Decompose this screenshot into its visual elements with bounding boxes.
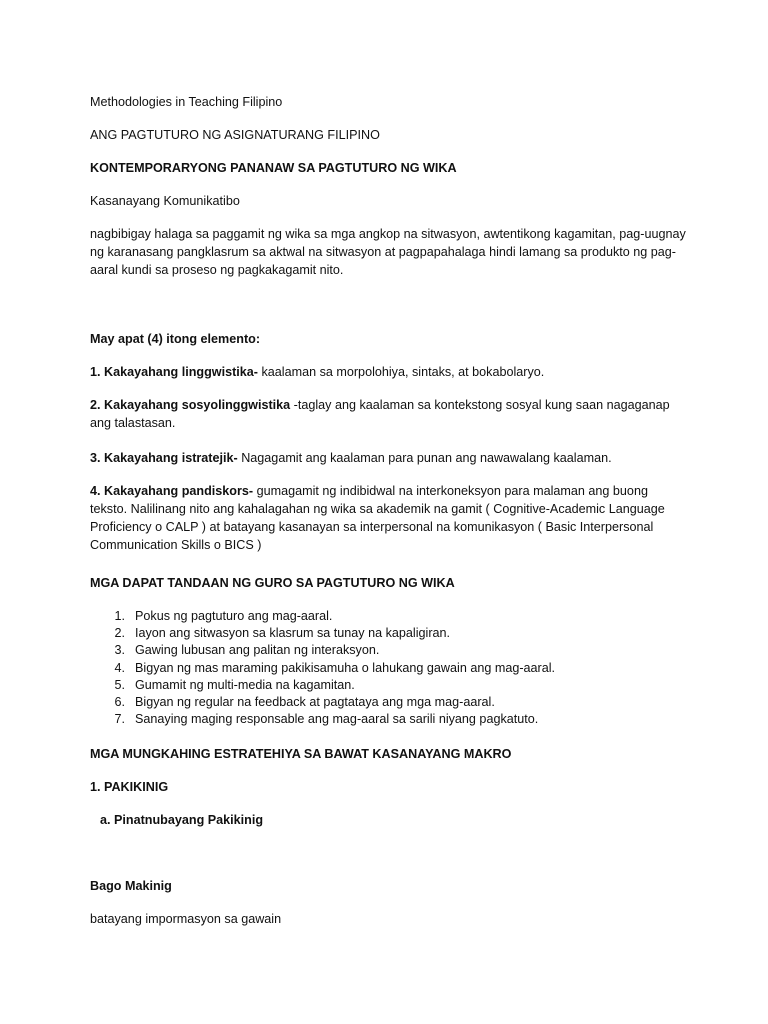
course-title: Methodologies in Teaching Filipino: [90, 95, 283, 109]
list-item-text: Bigyan ng mas maraming pakikisamuha o lahukang gawain ang mag-aaral.: [135, 660, 556, 675]
list-item: [90, 711, 690, 728]
reminders-list: [90, 608, 690, 728]
subheading-before-listening: Bago Makinig: [90, 879, 172, 893]
list-item-number: 6.: [114, 695, 125, 710]
elements-heading: May apat (4) itong elemento:: [90, 332, 261, 346]
body-line-basic-info: batayang impormasyon sa gawain: [90, 912, 282, 926]
list-item-number: 3.: [114, 643, 125, 658]
list-item-number: 7.: [114, 712, 125, 727]
element-text-3: Nagagamit ang kaalaman para punan ang nawawalang kaalaman.: [237, 451, 612, 465]
subject-title: ANG PAGTUTURO NG ASIGNATURANG FILIPINO: [90, 128, 380, 142]
list-item-text: Bigyan ng regular na feedback at pagtataya ang mga mag-aaral.: [135, 695, 495, 710]
list-item-number: 2.: [114, 626, 125, 641]
element-label-1: 1. Kakayahang linggwistika-: [90, 365, 258, 379]
element-item-1: [90, 363, 690, 381]
subheading-guided-listening: a. Pinatnubayang Pakikinig: [100, 813, 264, 827]
list-item-text: Iayon ang sitwasyon sa klasrum sa tunay na kapaligiran.: [135, 626, 451, 641]
element-label-2: 2. Kakayahang sosyolinggwistika: [90, 398, 291, 412]
element-label-3: 3. Kakayahang istratejik-: [90, 451, 238, 465]
list-item: [90, 642, 690, 659]
list-item-text: Pokus ng pagtuturo ang mag-aaral.: [135, 609, 333, 623]
element-text-1: kaalaman sa morpolohiya, sintaks, at bokabolaryo.: [257, 365, 545, 379]
element-text-4: gumagamit ng indibidwal na interkoneksyon para malaman ang buong teksto. Nalilinang nito ang kahalagahan ng wika sa akademik na gamit ( Cognitive-Academic Language Proficiency o CALP ) at batayang kasanayan sa interpersonal na komunikasyon ( Basic Interpersonal Communication Skills o BICS ): [90, 484, 665, 552]
list-item-number: 1.: [114, 609, 125, 623]
paragraph-description: nagbibigay halaga sa paggamit ng wika sa mga angkop na sitwasyon, awtentikong kagamitan, pag-uugnay ng karanasang pangklasrum sa aktwal na sitwasyon at pagpapahalaga hindi lamang sa produkto ng pag-aaral kundi sa proseso ng pagkakagamit nito.: [90, 227, 686, 277]
list-item: [90, 608, 690, 625]
element-item-2: [90, 396, 688, 432]
element-text-2: -taglay ang kaalaman sa kontekstong sosyal kung saan nagaganap ang talastasan.: [90, 398, 670, 430]
list-item-number: 5.: [114, 677, 125, 692]
element-item-4: [90, 482, 688, 554]
list-item-number: 4.: [114, 660, 125, 675]
topic-title: Kasanayang Komunikatibo: [90, 194, 240, 208]
list-item: [90, 660, 690, 677]
list-item: [90, 625, 690, 642]
list-item-text: Sanaying maging responsable ang mag-aaral sa sarili niyang pagkatuto.: [135, 712, 539, 727]
element-label-4: 4. Kakayahang pandiskors-: [90, 484, 254, 498]
list-item: [90, 694, 690, 711]
list-item: [90, 677, 690, 694]
section-heading-contemporary: KONTEMPORARYONG PANANAW SA PAGTUTURO NG WIKA: [90, 161, 457, 175]
section-heading-strategies: MGA MUNGKAHING ESTRATEHIYA SA BAWAT KASANAYANG MAKRO: [90, 747, 512, 761]
section-heading-reminders: MGA DAPAT TANDAAN NG GURO SA PAGTUTURO NG WIKA: [90, 576, 455, 590]
element-item-3: [90, 449, 690, 467]
section-heading-listening: 1. PAKIKINIG: [90, 780, 169, 794]
list-item-text: Gawing lubusan ang palitan ng interaksyon.: [135, 643, 380, 658]
list-item-text: Gumamit ng multi-media na kagamitan.: [135, 677, 355, 692]
